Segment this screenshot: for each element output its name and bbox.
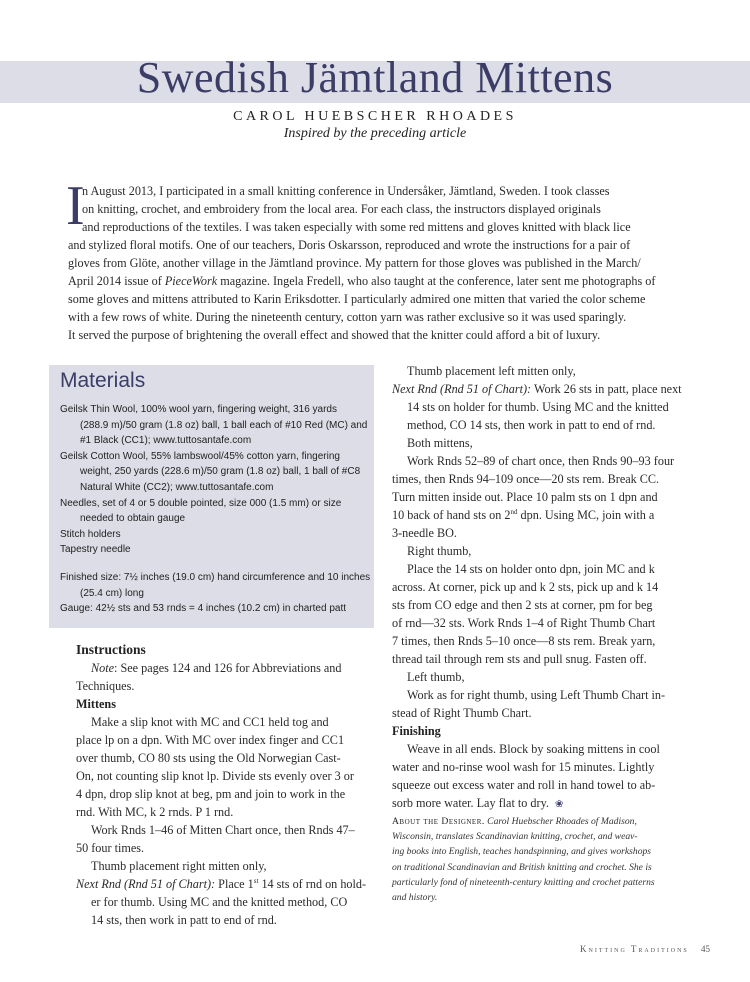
page-title: Swedish Jämtland Mittens [136,53,614,102]
intro-line: on knitting, crochet, and embroidery from the local area. For each class, the instructors displayed originals [82,202,601,216]
text-line [392,794,692,812]
designer-line: particularly fond of nineteenth-century knitting and crochet patterns [392,876,655,888]
materials-line: weight, 250 yards (228.6 m)/50 gram (1.8 oz) ball, 1 ball of #C8 [80,466,361,478]
flower-end-icon: ❀ [555,799,564,810]
materials-line: (25.4 cm) long [80,587,144,599]
text-line: water and no-rinse wool wash for 15 minutes. Lightly [392,760,655,774]
text-segment: 10 back of hand sts on 2 [392,508,511,522]
text-line: Right thumb, [407,544,472,558]
materials-line: needed to obtain gauge [80,513,186,525]
text-segment: dpn. Using MC, join with a [517,508,655,522]
text-line: 50 four times. [76,841,145,855]
next-rnd-label: Next Rnd (Rnd 51 of Chart): [392,382,532,396]
intro-line: some gloves and mittens attributed to Karin Eriksdotter. I particularly admired one mitten that varied the color scheme [68,292,646,306]
text-line: rnd. With MC, k 2 rnds. P 1 rnd. [76,805,234,819]
ordinal-suffix: nd [510,507,518,516]
materials-line: (288.9 m)/50 gram (1.8 oz) ball, 1 ball each of #10 Red (MC) and [80,419,368,431]
text-line: Place the 14 sts on holder onto dpn, join MC and k [407,562,655,576]
note-line [76,659,376,677]
text-segment: 14 sts of rnd on hold- [258,877,367,891]
text-line: thread tail through rem sts and pull snug. Fasten off. [392,652,647,666]
text-line: er for thumb. Using MC and the knitted method, CO [91,895,348,909]
materials-line: #1 Black (CC1); www.tuttosantafe.com [80,435,252,447]
intro-line: It served the purpose of brightening the overall effect and showed that the knitter could afford a bit of luxury. [68,328,601,342]
text-line: across. At corner, pick up and k 2 sts, pick up and k 14 [392,580,659,594]
text-line: Work as for right thumb, using Left Thumb Chart in- [407,688,666,702]
intro-paragraph [66,175,682,344]
intro-line [68,272,682,290]
materials-line: Geilsk Thin Wool, 100% wool yarn, fingering weight, 316 yards [60,404,337,415]
instructions-heading: Instructions [76,642,146,657]
materials-gap [60,558,370,570]
text-segment: sorb more water. Lay flat to dry. [392,796,549,810]
materials-line: Needles, set of 4 or 5 double pointed, size 000 (1.5 mm) or size [60,497,342,509]
finishing-heading: Finishing [392,724,441,738]
materials-heading: Materials [60,369,146,392]
text-line: Work Rnds 52–89 of chart once, then Rnds 90–93 four [407,454,675,468]
text-line: place lp on a dpn. With MC over index finger and CC1 [76,733,345,747]
designer-line: Wisconsin, translates Scandinavian knitting, crochet, and weav- [392,831,638,843]
text-line: over thumb, CO 80 sts using the Old Norwegian Cast- [76,751,341,765]
text-line: Make a slip knot with MC and CC1 held tog and [91,715,329,729]
intro-line-text: magazine. Ingela Fredell, who also taught at the conference, later sent me photographs of [217,274,656,288]
page-footer [580,944,710,954]
note-label: Note [91,661,115,675]
footer-magazine: Knitting Traditions [580,944,689,954]
text-line: Weave in all ends. Block by soaking mittens in cool [407,742,660,756]
magazine-name: PieceWork [164,274,218,288]
author-name: CAROL HUEBSCHER RHOADES [233,109,517,124]
intro-line: gloves from Glöte, another village in the Jämtland province. My pattern for those gloves was published in the March/ [68,256,641,270]
drop-cap: I [66,175,85,237]
materials-line: Finished size: 7½ inches (19.0 cm) hand circumference and 10 inches [60,571,371,583]
materials-line: Natural White (CC2); www.tuttosantafe.com [80,481,274,493]
text-line: squeeze out excess water and roll in hand towel to ab- [392,778,656,792]
note-line: Techniques. [76,679,135,693]
page-number: 45 [701,944,710,954]
text-line: method, CO 14 sts, then work in patt to end of rnd. [407,418,656,432]
materials-line: Geilsk Cotton Wool, 55% lambswool/45% cotton yarn, fingering [60,450,340,462]
text-line: On, not counting slip knot lp. Divide sts evenly over 3 or [76,769,354,783]
subtitle: Inspired by the preceding article [283,126,467,141]
left-column [76,641,376,929]
text-line [392,506,692,524]
intro-line: and reproductions of the textiles. I was taken especially with some red mittens and gloves knitted with black lice [82,220,631,234]
text-line: times, then Rnds 94–109 once—20 sts rem. Break CC. [392,472,660,486]
text-line: 14 sts on holder for thumb. Using MC and the knitted [407,400,669,414]
text-line: 4 dpn, drop slip knot at beg, pm and join to work in the [76,787,346,801]
text-line [76,875,376,893]
text-line: stead of Right Thumb Chart. [392,706,532,720]
text-line: 7 times, then Rnds 5–10 once—8 sts rem. Break yarn, [392,634,656,648]
mittens-heading: Mittens [76,697,116,711]
designer-line: ing books into English, teaches handspinning, and gives workshops [392,846,652,858]
materials-list [60,402,370,617]
text-line: of rnd—32 sts. Work Rnds 1–4 of Right Thumb Chart [392,616,656,630]
designer-line: on traditional Scandinavian and British knitting and crochet. She is [392,861,652,873]
materials-line: Gauge: 42½ sts and 53 rnds = 4 inches (10.2 cm) in charted patt [60,603,347,615]
materials-line: Stitch holders [60,528,121,540]
text-line: sts from CO edge and then 2 sts at corner, pm for beg [392,598,653,612]
intro-line: n August 2013, I participated in a small knitting conference in Undersåker, Jämtland, Sweden. I took classes [82,184,610,198]
text-line: Thumb placement left mitten only, [407,364,576,378]
materials-line: Tapestry needle [60,544,131,556]
text-line: Work Rnds 1–46 of Mitten Chart once, then Rnds 47– [91,823,355,837]
designer-line [392,814,692,829]
text-segment: Place 1 [215,877,254,891]
text-line [392,380,692,398]
note-text: : See pages 124 and 126 for Abbreviations and [114,661,342,675]
about-designer [392,814,692,905]
text-line: Both mittens, [407,436,473,450]
right-column [392,362,692,812]
intro-line-text: April 2014 issue of [68,274,165,288]
designer-line: and history. [392,891,438,903]
text-line: 3-needle BO. [392,526,457,540]
intro-line: with a few rows of white. During the nineteenth century, cotton yarn was rather exclusive so it was used sparingly. [68,310,627,324]
intro-line: and stylized floral motifs. One of our teachers, Doris Oskarsson, reproduced and wrote the instructions for a pair of [68,238,631,252]
text-segment: Work 26 sts in patt, place next [531,382,682,396]
next-rnd-label: Next Rnd (Rnd 51 of Chart): [76,877,216,891]
text-line: Turn mitten inside out. Place 10 palm sts on 1 dpn and [392,490,658,504]
text-line: Thumb placement right mitten only, [91,859,267,873]
ordinal-suffix: st [253,876,259,885]
designer-label: About the Designer. [392,816,485,827]
text-line: Left thumb, [407,670,465,684]
text-line: 14 sts, then work in patt to end of rnd. [91,913,277,927]
designer-text: Carol Huebscher Rhoades of Madison, [484,816,637,827]
